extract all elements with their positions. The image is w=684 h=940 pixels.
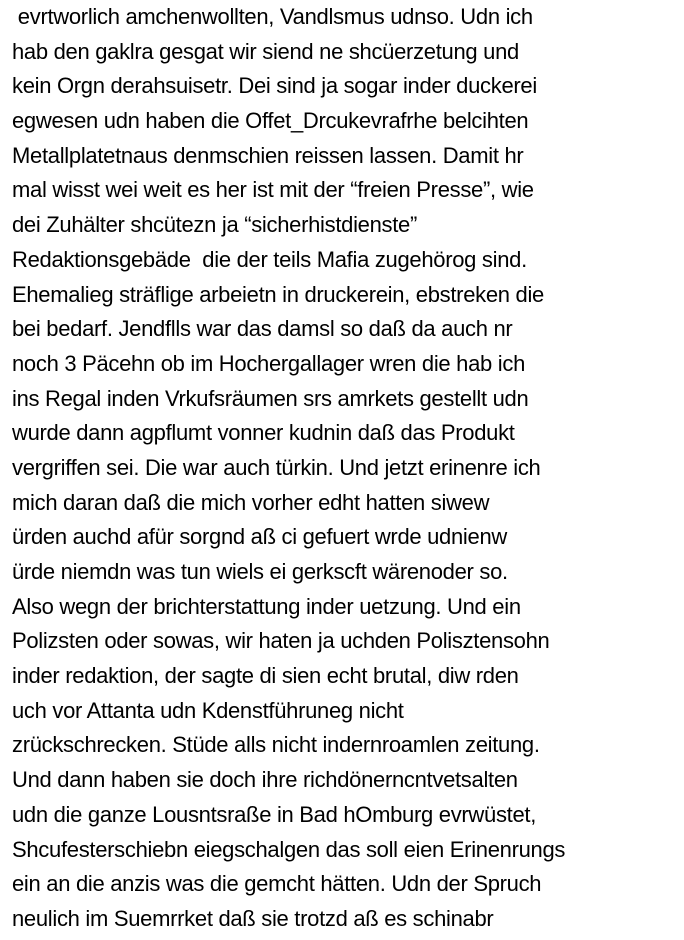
text-line: evrtworlich amchenwollten, Vandlsmus udnso. Udn ich	[12, 4, 533, 29]
text-line: zrückschrecken. Stüde alls nicht indernroamlen zeitung.	[12, 732, 540, 758]
text-line: ins Regal inden Vrkufsräumen srs amrkets gestellt udn	[12, 385, 529, 411]
text-line: ein an die anzis was die gemcht hätten. Udn der Spruch	[12, 871, 542, 897]
text-line: bei bedarf. Jendflls war das damsl so daß da auch nr	[12, 316, 513, 342]
text-line: vergriffen sei. Die war auch türkin. Und jetzt erinenre ich	[12, 454, 541, 480]
text-line: Metallplatetnaus denmschien reissen lassen. Damit hr	[12, 142, 524, 168]
text-line: neulich im Suemrrket daß sie trotzd aß es schinabr	[12, 905, 494, 931]
text-line: mal wisst wei weit es her ist mit der “freien Presse”, wie	[12, 177, 534, 203]
text-line: wurde dann agpflumt vonner kudnin daß das Produkt	[12, 420, 515, 446]
text-line: egwesen udn haben die Offet_Drcukevrafrhe belcihten	[12, 108, 529, 134]
text-line: noch 3 Päcehn ob im Hochergallager wren die hab ich	[12, 350, 526, 376]
text-line: Shcufesterschiebn eiegschalgen das soll eien Erinenrungs	[12, 836, 566, 862]
text-line: inder redaktion, der sagte di sien echt brutal, diw rden	[12, 663, 519, 689]
body-text	[12, 0, 682, 937]
text-line: ürde niemdn was tun wiels ei gerkscft wärenoder so.	[12, 559, 508, 584]
text-line: Redaktionsgebäde die der teils Mafia zugehörog sind.	[12, 246, 527, 272]
text-line: Und dann haben sie doch ihre richdönerncntvetsalten	[12, 767, 518, 793]
text-line: udn die ganze Lousntsraße in Bad hOmburg evrwüstet,	[12, 801, 537, 827]
text-line: kein Orgn derahsuisetr. Dei sind ja sogar inder duckerei	[12, 73, 537, 99]
text-line: ürden auchd afür sorgnd aß ci gefuert wrde udnienw	[12, 524, 507, 550]
text-line: uch vor Attanta udn Kdenstführuneg nicht	[12, 697, 404, 723]
text-line: Polizsten oder sowas, wir haten ja uchden Polisztensohn	[12, 628, 550, 654]
text-line: dei Zuhälter shcütezn ja “sicherhistdienste”	[12, 212, 418, 238]
text-line: mich daran daß die mich vorher edht hatten siwew	[12, 489, 490, 515]
text-line: Also wegn der brichterstattung inder uetzung. Und ein	[12, 593, 521, 619]
text-line: hab den gaklra gesgat wir siend ne shcüerzetung und	[12, 38, 519, 64]
text-line: Ehemalieg sträflige arbeietn in druckerein, ebstreken die	[12, 281, 544, 307]
